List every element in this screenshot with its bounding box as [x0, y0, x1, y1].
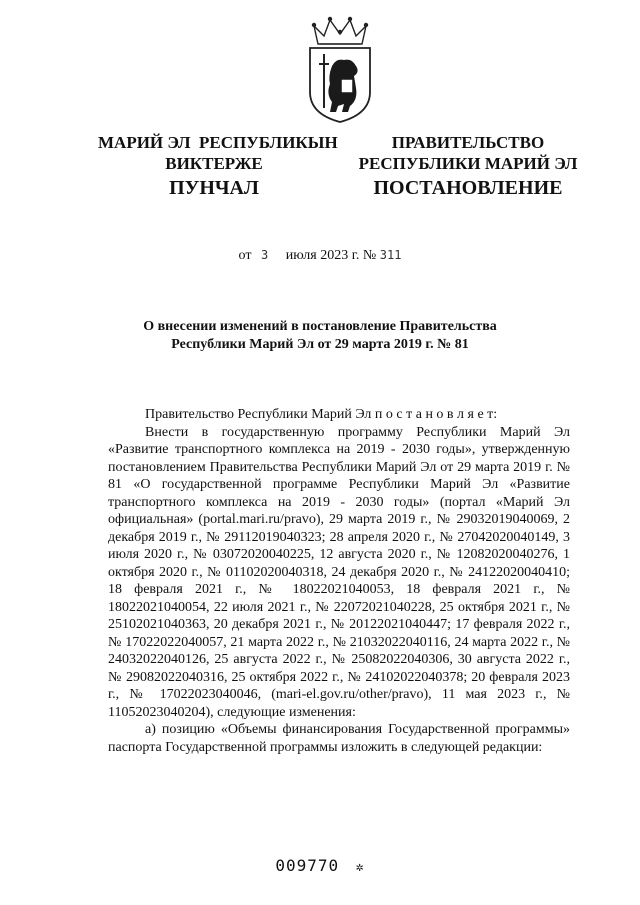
header-right-doc-type: ПОСТАНОВЛЕНИЕ	[373, 177, 563, 199]
asterisk-icon: ✲	[355, 860, 365, 875]
coat-of-arms-emblem	[302, 14, 378, 124]
date-rest: июля 2023 г. №	[285, 248, 377, 263]
header-left-line1: МАРИЙ ЭЛ РЕСПУБЛИКЫН	[98, 133, 338, 152]
header-right-line2: РЕСПУБЛИКИ МАРИЙ ЭЛ	[358, 154, 578, 173]
header-left-doc-type: ПУНЧАЛ	[169, 177, 259, 199]
document-number: 311	[379, 248, 402, 262]
subject-line2: Республики Марий Эл от 29 марта 2019 г. № 81	[171, 337, 469, 352]
document-body	[108, 406, 570, 756]
subject-line1: О внесении изменений в постановление Правительства	[143, 319, 497, 334]
preamble: Правительство Республики Марий Эл п о с т а н о в л я е т:	[145, 407, 498, 422]
header-left-title	[98, 132, 338, 174]
serial-value: 009770	[275, 856, 340, 875]
date-line	[0, 248, 640, 264]
paragraph-a: а) позицию «Объемы финансирования Государственной программы» паспорта Государственной программы изложить в следующей редакции:	[108, 722, 570, 755]
date-prefix: от	[238, 248, 252, 263]
serial-number	[0, 856, 640, 875]
paragraph-main: Внести в государственную программу Республики Марий Эл «Развитие транспортного комплекса на 2019 - 2030 годы», утвержденную постановлением Правительства Республики Марий Эл от 29 марта 2019 г. № 81 «О государственной программе Республики Марий Эл «Развитие транспортного комплекса на 2019 - 2030 годы» (портал «Марий Эл официальная» (portal.mari.ru/pravo), 29 марта 2019 г., № 29032019040069, 2 декабря 2019 г., № 29112019040323; 28 апреля 2020 г., № 27042020040149, 3 июля 2020 г., № 03072020040225, 12 августа 2020 г., № 12082020040276, 1 октября 2020 г., № 01102020040318, 24 декабря 2020 г., № 24122020040410; 18 февраля 2021 г., № 18022021040053, 18 февраля 2021 г., № 18022021040054, 22 июля 2021 г., № 22072021040228, 25 октября 2021 г., № 25102021040363, 20 декабря 2021 г., № 20122021040447; 17 февраля 2022 г., № 17022022040057, 21 марта 2022 г., № 21032022040116, 24 марта 2022 г., № 24032022040126, 25 августа 2022 г., № 25082022040306, 30 августа 2022 г., № 29082022040316, 25 октября 2022 г., № 24102022040378; 20 февраля 2023 г., № 17022023040046, (mari-el.gov.ru/other/pravo), 11 мая 2023 г., № 11052023040204), следующие изменения:	[108, 424, 570, 720]
date-day: 3	[260, 248, 269, 262]
header-right-title	[352, 132, 584, 174]
header-right-line1: ПРАВИТЕЛЬСТВО	[391, 133, 545, 152]
document-subject	[0, 318, 640, 354]
header-left-line2: ВИКТЕРЖЕ	[165, 154, 263, 173]
